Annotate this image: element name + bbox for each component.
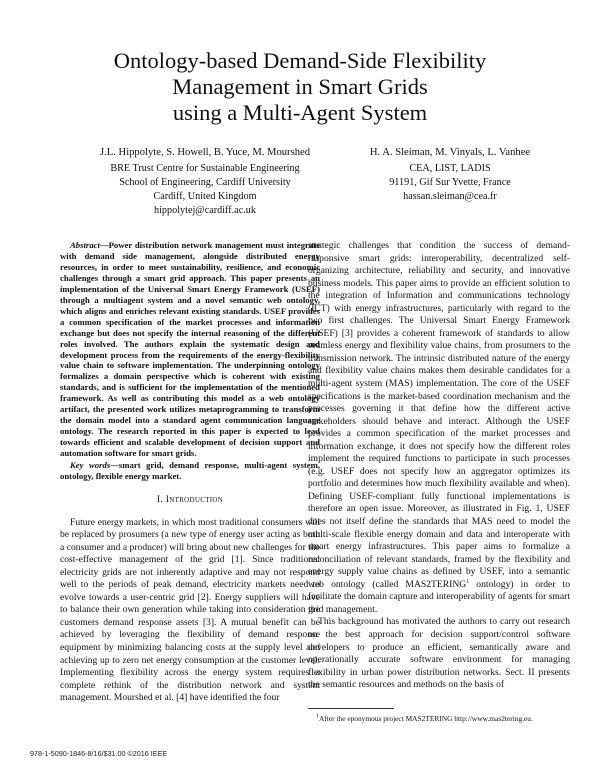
affiliation-line: CEA, LIST, LADIS bbox=[409, 163, 491, 174]
author-block-left bbox=[60, 146, 350, 218]
title-line: Management in Smart Grids bbox=[172, 74, 428, 99]
affiliation-line: 91191, Gif Sur Yvette, France bbox=[389, 177, 511, 188]
footnote-text: After the eponymous project MAS2TERING http://www.mas2tering.eu. bbox=[319, 714, 533, 723]
author-names: H. A. Sleiman, M. Vinyals, L. Vanhee bbox=[369, 147, 531, 158]
affiliation-line: School of Engineering, Cardiff University bbox=[119, 177, 291, 188]
footnote-divider bbox=[308, 708, 394, 709]
author-names: J.L. Hippolyte, S. Howell, B. Yuce, M. Mourshed bbox=[100, 147, 310, 158]
body-paragraph bbox=[308, 240, 570, 616]
paragraph-text: ontology) in order to facilitate the domain capture and interoperability of agents for smart grid management. bbox=[308, 578, 570, 615]
right-column bbox=[308, 240, 570, 692]
affiliation-line: Cardiff, United Kingdom bbox=[153, 191, 257, 202]
paragraph-text: strategic challenges that condition the success of demand-responsive smart grids: interoperability, decentralized self-organizing architecture, reliability and security, and innovative business models. This paper aims to provide an efficient solution to the integration of Information and communications technology (ICT) with energy infrastructures, particularly with regard to the two first challenges. The Universal Smart Energy Framework (USEF) [3] provides a coherent framework of standards to allow seamless energy and flexibility value chains, from prosumers to the transmission network. The intrinsic distributed nature of the energy and flexibility value chains makes them desirable candidates for a multi-agent system (MAS) implementation. The core of the USEF specifications is the market-based coordination mechanism and the processes governing it that define how the different active stakeholders should behave and interact. Although the USEF provides a common specification of the market processes and information exchange, it does not specify how the different roles implement the required functions to participate in such processes (e.g. USEF does not specify how an aggregator optimizes its portfolio and determines how much flexibility available and when). Defining USEF-compliant fully functional implementations is therefore an open issue. Moreover, as illustrated in Fig. 1, USEF does not itself define the standards that MAS need to model the multi-scale flexible energy domain and data and interoperate with smart energy infrastructures. This paper aims to formalize a reconciliation of relevant standards, framed by the flexibility and energy supply value chains as defined by USEF, into a semantic web ontology (called MAS2TERING bbox=[308, 240, 570, 590]
affiliation-line: BRE Trust Centre for Sustainable Engineering bbox=[110, 163, 300, 174]
abstract-text: —Power distribution network management must integrate with demand side management, alongside distributed energy resources, in order to meet sustainability, resilience, and economic challenges through a smart grid approach. This paper presents an implementation of the Universal Smart Energy Framework (USEF) through a multiagent system and a novel semantic web ontology, which aligns and enriches relevant existing standards. USEF provides a common specification of the market processes and information exchange but does not specify the internal reasoning of the different roles involved. The authors explain the systematic design and development process from the requirements of the energy-flexibility value chain to software implementation. The underpinning ontology formalizes a domain perspective which is coherent with existing standards, and is sufficient for the implementation of the mentioned framework. As well as contributing this model as a web ontology artifact, the presented work utilizes metaprogramming to transform the domain model into a standard agent communication language ontology. The research reported in this paper is expected to lead towards efficient and scalable development of decision support and automation software for smart grids. bbox=[60, 240, 320, 459]
section-heading-introduction: I. Introduction bbox=[156, 493, 224, 505]
body-paragraph: Future energy markets, in which most traditional consumers will be replaced by prosumers (a new type of energy user acting as both a consumer and a producer) will bring about new challenges for the cost-effective management of the grid [1]. Since traditional electricity grids are not inherently adaptive and may not respond well to the periods of peak demand, electricity markets need to evolve towards a user-centric grid [2]. Energy suppliers will have to balance their own generation while taking into consideration the customers demand response assets [3]. A mutual benefit can be achieved by leveraging the flexibility of demand response equipment by minimizing balancing costs at the supply level and achieving up to zero net energy consumption at the customer level. Implementing flexibility across the energy system requires a complete rethink of the distribution network and system management. Mourshed et al. [4] have identified the four bbox=[60, 516, 320, 704]
abstract-label: Abstract bbox=[70, 240, 100, 250]
copyright-footer: 978-1-5090-1846-8/16/$31.00 ©2016 IEEE bbox=[30, 749, 168, 758]
title-line: Ontology-based Demand-Side Flexibility bbox=[113, 48, 487, 73]
abstract bbox=[60, 240, 320, 459]
left-column bbox=[60, 240, 320, 705]
author-email: hippolytej@cardiff.ac.uk bbox=[154, 205, 256, 216]
keywords-label: Key words bbox=[70, 460, 111, 471]
author-block-right bbox=[335, 146, 565, 204]
footnote-marker: 1 bbox=[466, 578, 470, 585]
paper-title bbox=[60, 48, 540, 126]
footnote-marker: 1 bbox=[316, 713, 319, 720]
title-line: using a Multi-Agent System bbox=[172, 100, 428, 125]
author-email: hassan.sleiman@cea.fr bbox=[403, 191, 497, 202]
keywords-text: —smart grid, demand response, multi-agent system, ontology, flexible energy market. bbox=[60, 460, 321, 482]
body-paragraph: This background has motivated the authors to carry out research on the best approach for decision support/control software developers to produce an efficient, semantically aware and operationally accurate software environment for managing flexibility in urban power distribution networks. Sect. II presents the semantic resources and methods on the basis of bbox=[308, 616, 570, 691]
footnote bbox=[308, 714, 570, 723]
keywords bbox=[60, 460, 320, 482]
